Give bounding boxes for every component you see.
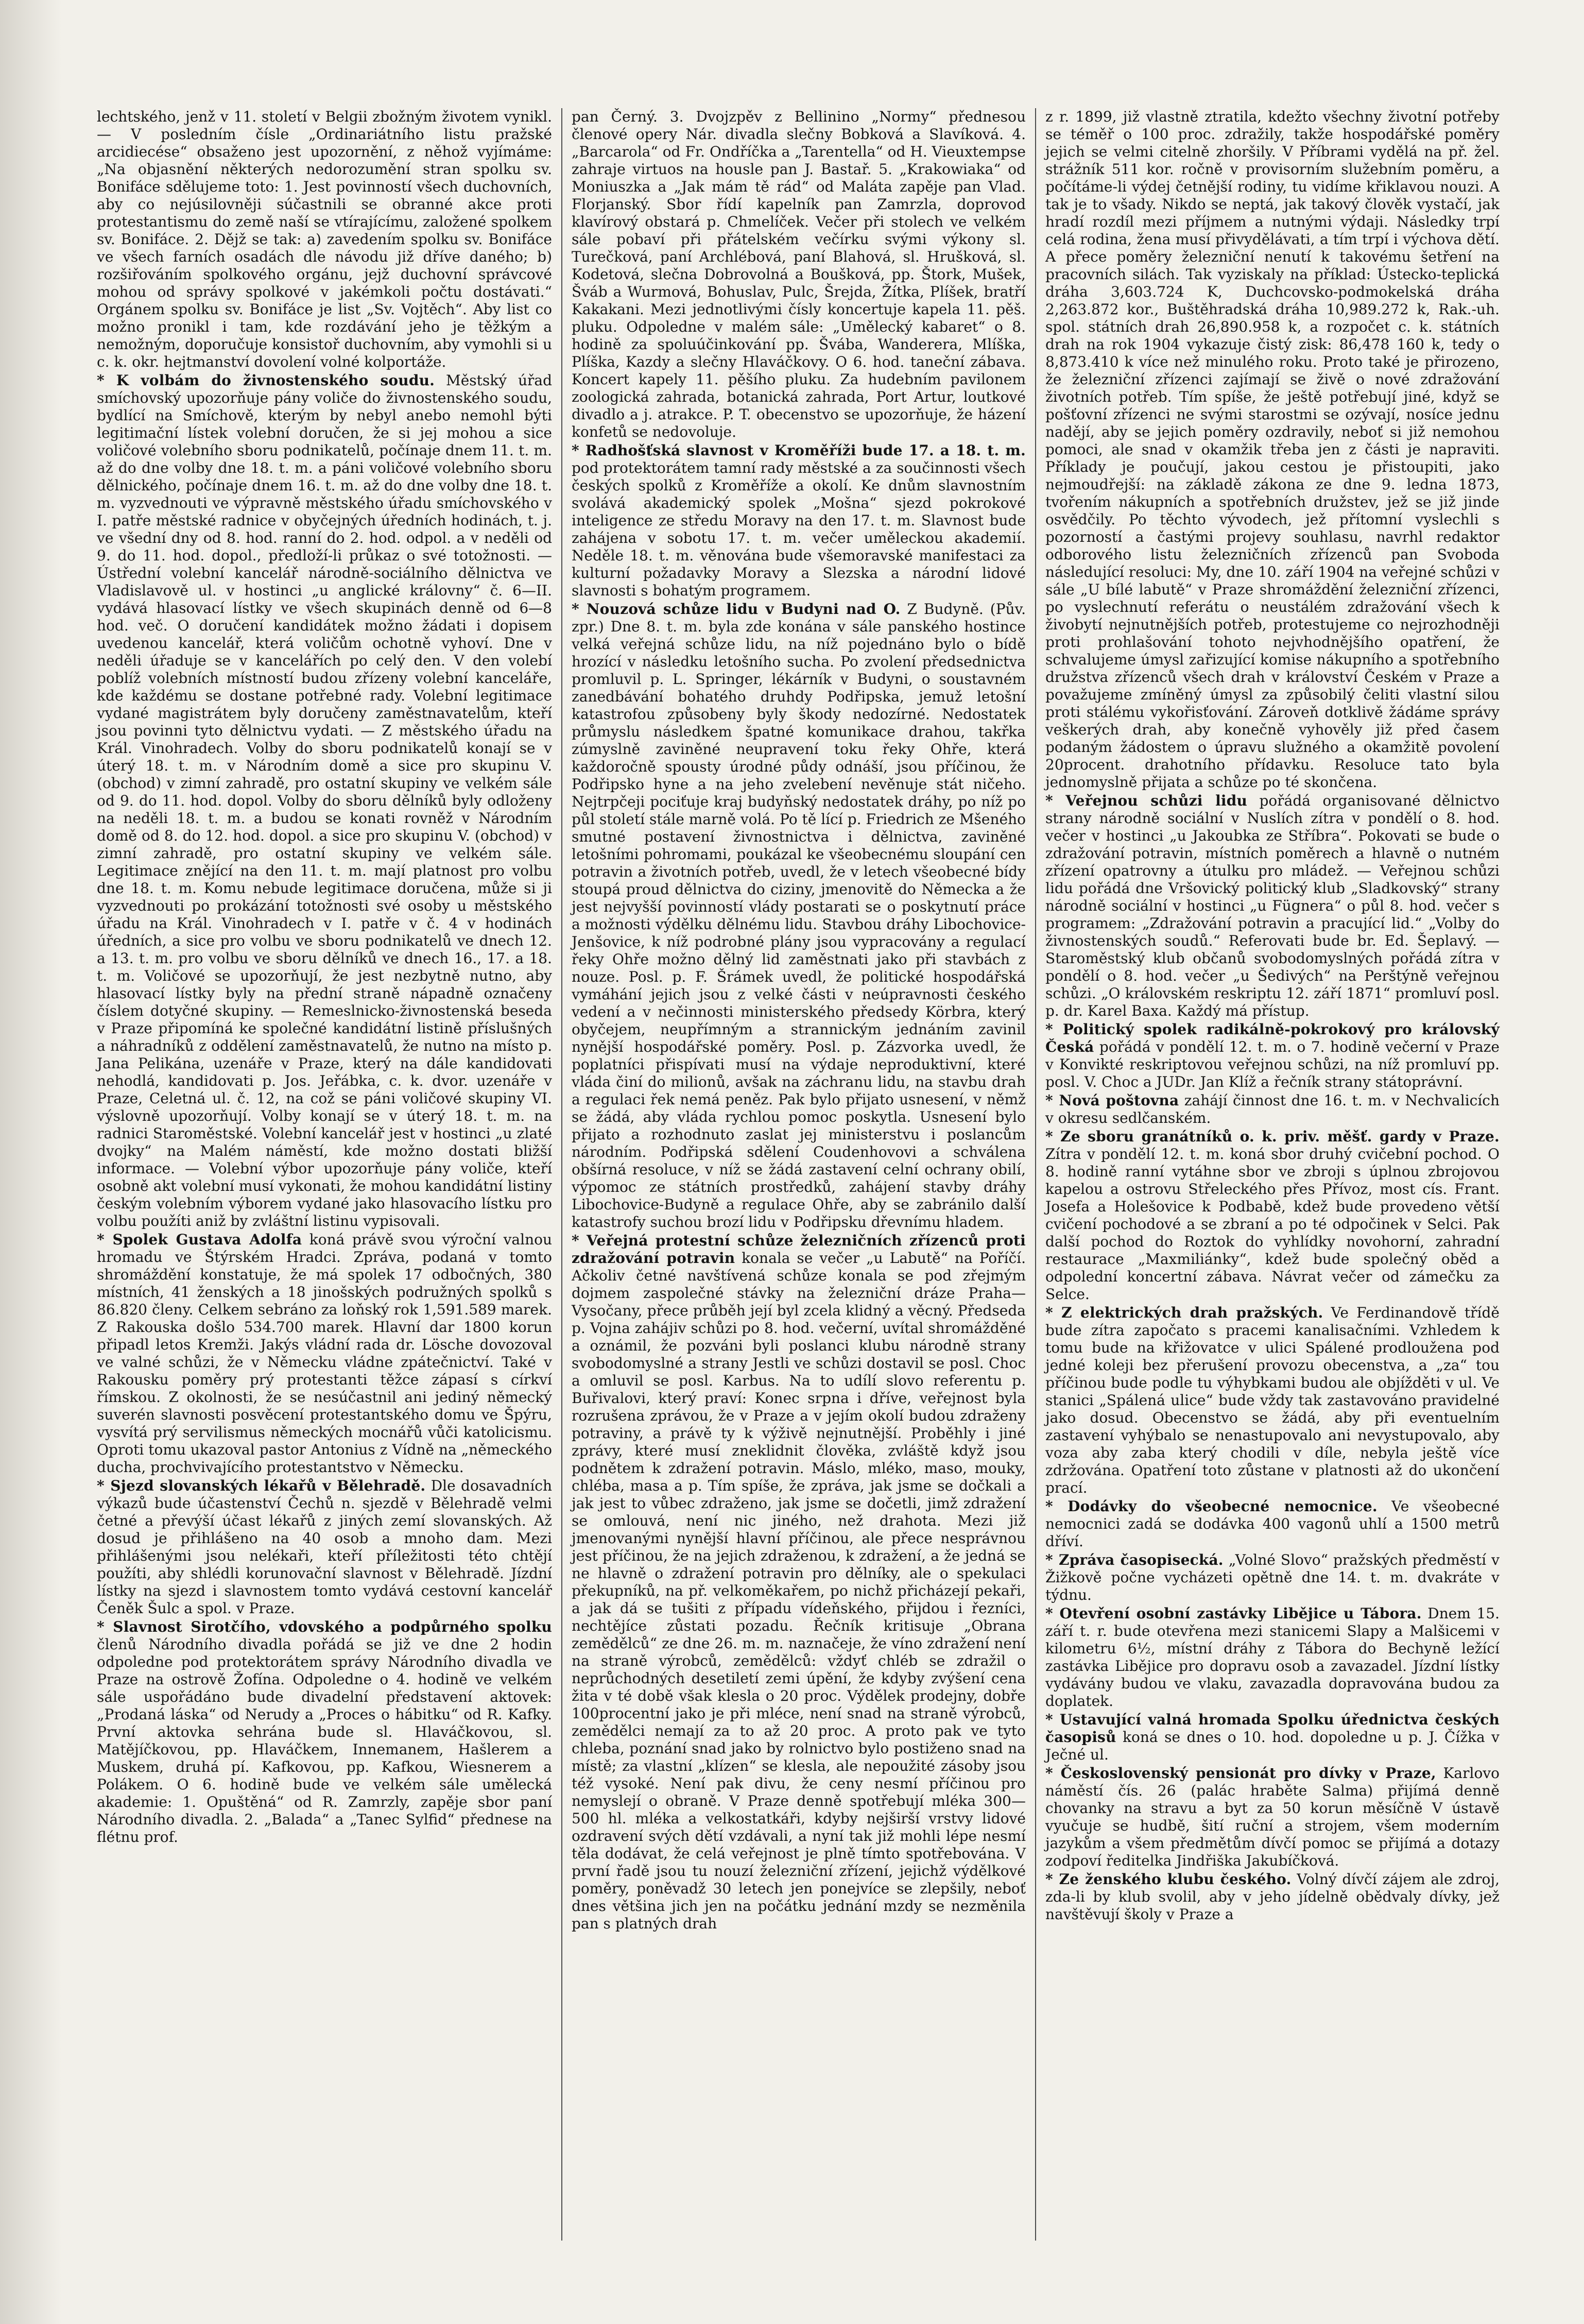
page-edge-shadow [0, 0, 62, 2324]
article-text: Ve Ferdinandově třídě bude zítra započato s pracemi kanalisačními. Vzhledem k tomu bude na křižovatce v ulici Spálené prodloužena pod jedné koleji bez přerušení provozu obecenstva, a „za“ tou příčinou bude podle tu výhybkami budou ale objížděti v ul. Ve stanici „Spálená ulice“ bude vždy tak zastavováno pravidelné jako dosud. Obecenstvo se žádá, aby při eventuelním zastavení vyhýbalo se nenastupovalo ani nevystupovalo, aby voza aby zaba který chodili v díle, nebyla ještě více zdržována. Opatření toto zůstane v platnosti až do ukončení prací. [1045, 1304, 1500, 1496]
article-headline: * Nová poštovna [1045, 1092, 1179, 1109]
article-headline: * Veřejná protestní schůze železničních zřízenců proti zdražování potravin [572, 1232, 1026, 1267]
article-text: pořádá organisované dělnictvo strany národně sociální v Nuslích zítra v pondělí o 8. hod. večer v hostinci „u Jakoubka ze Stříbra“. Pokovati se bude o zdražování potravin, místních poměrech a hlavně o nutném zřízení opatrovny a útulku pro mládež. — Veřejnou schůzi lidu pořádá dne Vršovický politický klub „Sladkovský“ strany národně sociální v hostinci „u Fügnera“ o půl 8. hod. večer s programem: „Zdražování potravin a pracující lid.“ „Volby do živnostenských soudů.“ Referovati bude br. Ed. Šeplavý. — Staroměstský klub občanů svobodomyslných pořádá zítra v pondělí o 8. hod. večer „u Šedivých“ na Perštýně veřejnou schůzi. „O královském reskriptu 12. září 1871“ promluví posl. p. dr. Karel Baxa. Každý má přístup. [1045, 792, 1500, 1019]
article-text: Karlovo náměstí čís. 26 (palác hraběte Salma) přijímá denně chovanky na stravu a byt za 50 korun měsíčně V ústavě vyučuje se hudbě, šití ruční a strojem, všem moderním jazykům a všem předmětům dívčí pomoc se přijímá a dotazy zodpoví ředitelka Jindřiška Jakubíčková. [1045, 1765, 1500, 1869]
article-text: Městský úřad smíchovský upozorňuje pány voliče do živnostenského soudu, bydlící na Smíchově, kterým by nebyl anebo nemohl býti legitimační lístek volební doručen, že si jej mohou a sice voličové volebního sboru podnikatelů, počínaje dnem 11. t. m. až do dne volby dne 18. t. m. a páni voličové volebního sboru dělnického, počínaje dnem 16. t. m. až do dne volby dne 18. t. m. vyzvednouti ve výpravně městského úřadu smíchovského v I. patře městské radnice v obyčejných úředních hodinách, t. j. ve všední dny od 8. hod. ranní do 2. hod. odpol. a v neděli od 9. do 11. hod. dopol., předloží-li průkaz o své totožnosti. — Ústřední volební kancelář národně-sociálního dělnictva ve Vladislavově ul. v hostinci „u anglické královny“ č. 6—II. vydává hlasovací lístky ve všech skupinách denně od 6—8 hod. več. O doručení kandidátek možno žádati i dopisem uvedenou kancelář, která voličům ochotně vyhoví. Dne v neděli úřaduje se v kancelářích po celý den. V den volebí poblíž volebních místností budou zřízeny volební kanceláře, kde každému se dostane potřebné rady. Volební legitimace vydané magistrátem byly doručeny zaměstnavatelům, kteří jsou povinni tyto dělnictvu vydati. — Z městského úřadu na Král. Vinohradech. Volby do sboru podnikatelů konají se v úterý 18. t. m. v Národním domě a sice pro skupinu V. (obchod) v zimní zahradě, pro ostatní skupiny ve velkém sále od 9. do 11. hod. dopol. Volby do sboru dělníků byly odloženy na neděli 18. t. m. a budou se konati rovněž v Národním domě od 8. do 12. hod. dopol. a sice pro skupinu V. (obchod) v zimní zahradě, pro ostatní skupiny ve velkém sále. Legitimace znějící na den 11. t. m. mají platnost pro volbu dne 18. t. m. Komu nebude legitimace doručena, může si ji vyzvednouti po prokázání totožnosti své osoby u městského úřadu na Král. Vinohradech v I. patře v č. 4 v hodinách úředních, a sice pro volbu ve sboru podnikatelů ve dnech 12. a 13. t. m. pro volbu ve sboru dělníků ve dnech 16., 17. a 18. t. m. Voličové se upozorňují, že jest nezbytně nutno, aby hlasovací lístky byly na přední straně nápadně označeny číslem dotyčné skupiny. — Remeslnicko-živnostenská beseda v Praze připomíná ke společné kandidátní listině příslušných a náhradníků z oddělení zaměstnavatelů, že nutno na místo p. Jana Pelikána, uzenáře v Praze, který na dále kandidovati nehodlá, kandidovati p. Jos. Jeřábka, c. k. dvor. uzenáře v Praze, Celetná ul. č. 12, na což se páni voličové skupiny VI. výslovně upozorňují. Volby konají se v úterý 18. t. m. na radnici Staroměstské. Volební kancelář jest v hostinci „u zlaté dvojky“ na Malém náměstí, kde možno dostati bližší informace. — Volební výbor upozorňuje pány voliče, kteří osobně akt volební musí vykonati, že mohou kandidátní listiny českým volebním výborem vydané jako hlasovacího lístku pro volbu použíti aniž by zvláštní listinu vypisovali. [97, 372, 553, 1229]
article-paragraph [1045, 108, 1500, 791]
article-text: koná právě svou výroční valnou hromadu ve Štýrském Hradci. Zpráva, podaná v tomto shromáždění konstatuje, že má spolek 17 odbočných, 380 místních, 41 ženských a 18 jinošských podružných spolků s 86.820 členy. Celkem sebráno za loňský rok 1,591.589 marek. Z Rakouska došlo 534.700 marek. Hlavní dar 1800 korun připadl letos Kremži. Jakýs vládní rada dr. Lösche dovozoval ve valné schůzi, že v Německu vládne zpátečnictví. Také v Rakousku poměry prý protestanti těžce zápasí s církví římskou. Z okolnosti, že se nesúčastnil ani jediný německý suverén slavnosti posvěcení protestantského domu ve Špýru, vysvítá prý servilismus německých mocnářů vůči katolicismu. Oproti tomu ukazoval pastor Antonius z Vídně na „německého ducha, prochvivajícího protestantstvo v Německu. [97, 1231, 553, 1476]
article-text: z r. 1899, již vlastně ztratila, kdežto všechny životní potřeby se téměř o 100 proc. zdražily, takže hospodářské poměry jejich se velmi citelně zhoršily. V Příbrami vydělá na př. žel. strážník 511 kor. ročně v provisorním služebním poměru, a počítáme-li výdej četnější rodiny, tu vidíme křiklavou nouzi. A tak je to všady. Nikdo se neptá, jak takový člověk vystačí, jak hradí rozdíl mezi příjmem a nutnými výdaji. Následky trpí celá rodina, žena musí přivydělávati, a tím trpí i výchova dětí. A přece poměry železniční nenutí k takovému šetření na pracovních silách. Tak vyziskaly na příklad: Ústecko-teplická dráha 3,603.724 K, Duchcovsko-podmokelská dráha 2,263.872 kor., Buštěhradská dráha 10,989.272 k, Rak.-uh. spol. státních drah 26,890.958 k, a rozpočet c. k. státních drah na rok 1904 vykazuje čistý zisk: 86,478 160 k, tedy o 8,873.410 k více než minulého roku. Proto také je přirozeno, že železniční zřízenci zajímají se živě o nové zdražování životních potřeb. Tím spíše, že ještě potřebují jiné, když se pošťovní zřízenci ne svými starostmi se ozývají, nosíce jednu nadějí, aby se jejich poměry ozdravily, neboť si již nemohou pomoci, ale snad v okamžik třeba jen z části je napraviti. Příklady je poučují, jakou cestou je přistoupiti, jako nejmoudřejší: na základě zákona ze dne 9. ledna 1873, tvořením nákupních a spotřebních družstev, jež se již jinde osvědčily. Po těchto vývodech, jež přítomní vyslechli s pozorností a častými projevy souhlasu, navrhl redaktor odborového listu železničních zřízenců pan Svoboda následující resoluci: My, dne 10. září 1904 na veřejné schůzi v sále „U bílé labutě“ v Praze shromáždění železniční zřízenci, po vyslechnutí referátu o neustálém zdražování všech k živobytí nejnutnějších potřeb, protestujeme co nejrozhodněji proti prohlašování tohoto nejvhodnějšího opatření, že schvalujeme úmysl zařizující komise nákupního a spotřebního družstva zřízenců všech drah v království Českém v Praze a považujeme zmíněný úmysl za způsobilý čeliti vlastní silou proti stálému vykořisťování. Zároveň dotklivě žádáme správy veškerých drah, aby konečně vyhověly již před časem podaným žádostem o úpravu služného a okamžitě povolení 20procent. drahotního přídavku. Resoluce tato byla jednomyslně přijata a schůze po té skončena. [1045, 108, 1500, 791]
column-2 [561, 108, 1035, 2241]
article-headline: * Sjezd slovanských lékařů v Bělehradě. [97, 1477, 426, 1494]
article-paragraph [1045, 1498, 1500, 1550]
article-headline: * Veřejnou schůzi lidu [1045, 792, 1248, 809]
article-paragraph [572, 442, 1026, 600]
article-headline: * Zpráva časopisecká. [1045, 1551, 1224, 1568]
article-text: Zítra v pondělí 12. t. m. koná sbor druhý cvičební pochod. O 8. hodině ranní vytáhne sbor ve zbroji s úplnou zbrojovou kapelou a ostrovu Střeleckého přes Přívoz, most cís. Frant. Josefa a Holešovice k Podbabě, kdež bude provedeno větší cvičení pochodové a se zbraní a po té odpočinek v Selci. Pak další pochod do Roztok do vyhlídky novohorní, zahradní restaurace „Maxmiliánky“, kdež bude společný oběd a odpolední koncertní zábava. Návrat večer od zámečku za Selce. [1045, 1146, 1500, 1303]
article-text: pan Černý. 3. Dvojzpěv z Bellinino „Normy“ přednesou členové opery Nár. divadla slečny Bobková a Slavíková. 4. „Barcarola“ od Fr. Ondříčka a „Tarentella“ od H. Vieuxtempse zahraje virtuos na housle pan J. Bastař. 5. „Krakowiaka“ od Moniuszka a „Jak mám tě rád“ od Maláta zapěje pan Vlad. Florjanský. Sbor řídí kapelník pan Zamrzla, doprovod klavírový obstará p. Chmelíček. Večer při stolech ve velkém sále pobaví při přátelském večírku svými výkony sl. Turečková, paní Archlébová, paní Blahová, sl. Hrušková, sl. Kodetová, slečna Dobrovolná a Boušková, pp. Štork, Mušek, Šváb a Wurmová, Bohuslav, Pulc, Šrejda, Žítka, Plíšek, bratří Kakakani. Mezi jednotlivými čísly koncertuje kapela 11. pěš. pluku. Odpoledne v malém sále: „Umělecký kabaret“ o 8. hodině za spoluúčinkování pp. Švába, Wanderera, Mlíška, Plíška, Kazdy a slečny Hlaváčkovy. O 6. hod. taneční zábava. Koncert kapely 11. pěšího pluku. Za hudebním pavilonem zoologická zahrada, botanická zahrada, Port Artur, loutkové divadlo a j. atrakce. P. T. obecenstvo se upozorňuje, že házení konfetů se nedovoluje. [572, 108, 1026, 440]
article-headline: * Z elektrických drah pražských. [1045, 1304, 1323, 1321]
article-headline: * Dodávky do všeobecné nemocnice. [1045, 1498, 1378, 1515]
article-headline: * Slavnost Sirotčího, vdovského a podpůrného spolku [97, 1618, 552, 1635]
newspaper-page [88, 108, 1509, 2241]
article-text: členů Národního divadla pořádá se již ve dne 2 hodin odpoledne pod protektorátem správy Národního divadla ve Praze na ostrově Žofína. Odpoledne o 4. hodině ve velkém sále uspořádáno bude divadelní představení aktovek: „Prodaná láska“ od Nerudy a „Proces o hábitku“ od R. Kafky. První aktovka sehrána bude sl. Hlaváčkovou, sl. Matějíčkovou, pp. Hlaváčkem, Innemanem, Hašlerem a Muskem, druhá pí. Kafkovou, pp. Kafkou, Wiesnerem a Polákem. O 6. hodině bude ve velkém sále umělecká akademie: 1. Opuštěná“ od R. Zamrzly, zapěje sbor paní Národního divadla. 2. „Balada“ a „Tanec Sylfid“ přednese na flétnu prof. [97, 1636, 552, 1845]
column-1 [88, 108, 561, 2241]
article-headline: * Otevření osobní zastávky Libějice u Tábora. [1045, 1605, 1422, 1622]
article-text: Dnem 15. září t. r. bude otevřena mezi stanicemi Slapy a Malšicemi v kilometru 6½, místní dráhy z Tábora do Bechyně ležící zastávka Libějice pro dopravu osob a zavazadel. Jízdní lístky vydávány budou ve vlaku, zavazadla dopravována budou za doplatek. [1045, 1605, 1500, 1710]
article-paragraph [1045, 1304, 1500, 1497]
article-paragraph [1045, 1711, 1500, 1764]
article-paragraph [572, 108, 1026, 441]
article-headline: * Nouzová schůze lidu v Budyni nad O. [572, 601, 901, 618]
article-paragraph [97, 1618, 552, 1846]
article-paragraph [1045, 792, 1500, 1020]
article-paragraph [1045, 1605, 1500, 1710]
article-text: „Volné Slovo“ pražských předměstí v Žižkově počne vycházeti opětně dne 14. t. m. dvakráte v týdnu. [1045, 1551, 1500, 1603]
article-headline: * Ze sboru granátníků o. k. priv. měšť. gardy v Praze. [1045, 1128, 1500, 1145]
article-paragraph [1045, 1765, 1500, 1870]
article-paragraph [1045, 1128, 1500, 1303]
article-text: zahájí činnost dne 16. t. m. v Nechvalicích v okresu sedlčanském. [1045, 1092, 1500, 1126]
article-text: pořádá v pondělí 12. t. m. o 7. hodině večerní v Praze v Konvikté reskriptovou veřejnou schůzi, na níž promluví pp. posl. V. Choc a JUDr. Jan Klíž a řečník strany státoprávní. [1045, 1038, 1500, 1090]
article-headline: * Spolek Gustava Adolfa [97, 1231, 302, 1248]
article-text: Z Budyně. (Pův. zpr.) Dne 8. t. m. byla zde konána v sále panského hostince velká veřejná schůze lidu, na níž pojednáno bylo o bídě hrozící v následku letošního sucha. Po zvolení předsednictva promluvil p. L. Springer, lékárník v Budyni, o soustavném zanedbávání bohatého druhdy Podřipska, jemuž letošní katastrofou způsobeny byly škody nedozírné. Nedostatek průmyslu následkem špatné komunikace drahou, takřka zúmyslně zaviněné neupravení toku řeky Ohře, která každoročně spousty úrodné půdy odnáší, jsou příčinou, že Podřipsko hyne a na jeho zvelebení nevěnuje stát ničeho. Nejtrpčeji pociťuje kraj budyňský nedostatek dráhy, po níž po půl století stále marně volá. Po tě lící p. Friedrich ze Mšeného smutné postavení živnostnictva i dělnictva, zaviněné letošními pohromami, poukázal ke všeobecnému sloupání cen potravin a životních potřeb, uvedl, že v letech všeobecné bídy stoupá proud dělnictva do ciziny, jmenovitě do Německa a že jest nejvyšší povinností vlády postarati se o poskytnutí práce a možnosti výdělku dělnému lidu. Stavbou dráhy Libochovice-Jenšovice, k níž podrobné plány jsou vypracovány a regulací řeky Ohře možno dělný lid zaměstnati jako při stavbách z nouze. Posl. p. F. Šrámek uvedl, že politické hospodářská vymáhání jejich jsou z velké části v neúpravnosti českého vedení a v nečinnosti ministerského předsedy Körbra, který obyčejem, neupřímným a strannickým jednáním zavinil nynější hospodářské poměry. Posl. p. Zázvorka uvedl, že poplatníci přispívati musí na výdaje neproduktivní, které vláda činí do milionů, avšak na záchranu lidu, na stavbu drah a regulaci řek nemá peněz. Pak bylo přijato usnesení, v němž se žádá, aby vláda rychlou pomoc poskytla. Usnesení bylo přijato a rozhodnuto zaslat jej ministerstvu i poslancům národním. Podřipská sdělení Coudenhovovi a schválena obšírná resoluce, v níž se žádá zastavení celní ochrany obilí, výpomoc ze státních prostředků, zahájení stavby dráhy Libochovice-Budyně a regulace Ohře, aby se zabránilo další katastrofy suchou brozí lidu v Podřipsku dřevnímu hladem. [572, 601, 1026, 1231]
article-paragraph [572, 1232, 1026, 1933]
article-headline: * Ze ženského klubu českého. [1045, 1871, 1292, 1888]
article-text: Volný dívčí zájem ale zdroj, zda-li by klub svolil, aby v jeho jídelně obědvaly dívky, jež navštěvují školy v Praze a [1045, 1871, 1500, 1923]
article-text: konala se večer „u Labutě“ na Poříčí. Ačkoliv četné navštívená schůze konala se pod zřejmým dojmem zaspolečné stávky na železniční dráze Praha—Vysočany, přece průběh její byl zcela klidný a věcný. Předseda p. Vojna zahájiv schůzi po 8. hod. večerní, uvítal shromážděné a oznámil, že pozváni byli poslanci klubu národně strany svobodomyslné a strany Jestli ve schůzi dostavil se posl. Choc a omluvil se posl. Karbus. Na to udílí slovo referentu p. Buřivalovi, který praví: Konec srpna i dříve, veřejnost byla rozrušena zprávou, že v Praze a v jejím okolí budou zdraženy potraviny, a právě ty k výživě nejnutnější. Proběhly i jiné zprávy, které musí zneklidnit člověka, zvláště když jsou podnětem k zdražení potravin. Máslo, mléko, maso, mouky, chléba, masa a p. Tím spíše, že zpráva, jak jsme se dočkali a jak jest to vůbec zdraženo, jak jsme se dočetli, jimž zdražení se omlouvá, není nic jiného, než drahota. Mezi již jmenovanými nynější hlavní příčinou, ale přece nesprávnou jest příčinou, že na jejich zdraženou, k zdražení, a že jedná se ne hlavně o zdražení potravin pro dělníky, ale o spekulaci překupníků, na př. velkoměkařem, po nichž přicházejí pekaři, a jak dá se tušiti z případu vídeňského, přijdou i řezníci, nechtějíce zůstati pozadu. Řečník kritisuje „Obrana zemědělců“ ze dne 26. m. m. naznačeje, že víno zdražení není na straně výrobců, zemědělců: vždyť chléb se zdražil o neprůchodných desetiletí zemi úpění, že kdyby zvýšení cena žita v té době však klesla o 20 proc. Výdělek prodejny, dobře 100procentní jako je při mléce, není snad na straně výrobců, zemědělci nemají za to až 20 proc. A proto pak ve tyto chleba, poznání snad jako by rolnictvo bylo postiženo snad na místě; za vlastní „klízen“ se klesla, ale nepoužité zásoby jsou též vysoké. Není pak divu, že ceny nesmí příčinou pro nemyslejí o obraně. V Praze denně spotřebují mléka 300—500 hl. mléka a velkostatkáři, kdyby nejširší vrstvy lidové ozdravení svých dětí vzdávali, a nyní tak již mohli lépe nesmí těla dodávat, že celá veřejnost je plně tímto spotřebována. V první řadě jsou tu nouzí železniční zřízení, jejichž výdělkové poměry, poněvadž 30 letech jen ponejvíce se zlepšily, neboť dnes většina jich jen na počátku jednání mzdy se nezměnila pan s platných drah [572, 1250, 1026, 1932]
article-text: Ve všeobecné nemocnici zadá se dodávka 400 vagonů uhlí a 1500 metrů dříví. [1045, 1498, 1500, 1550]
article-headline: * Ustavující valná hromada Spolku úřednictva českých časopisů [1045, 1711, 1500, 1746]
article-text: Dle dosavadních výkazů bude účastenství Čechů n. sjezdě v Bělehradě velmi četné a převýší účast lékařů z jiných zemí slovanských. Až dosud je přihlášeno na 40 osob a mnoho dam. Mezi přihlášenými jsou nelékaři, kteří příležitosti této chtějí použíti, aby shlédli korunovační slavnost v Bělehradě. Jízdní lístky na sjezd i slavnostem tomto vydává cestovní kancelář Čeněk Šulc a spol. v Praze. [97, 1477, 553, 1617]
article-paragraph [1045, 1021, 1500, 1091]
article-paragraph [97, 1231, 552, 1476]
article-paragraph [1045, 1551, 1500, 1604]
article-headline: * K volbám do živnostenského soudu. [97, 372, 435, 389]
article-headline: * Politický spolek radikálně-pokrokový pro královský Česká [1045, 1021, 1500, 1055]
article-headline: * Československý pensionát pro dívky v Praze, [1045, 1765, 1436, 1782]
article-paragraph [97, 1477, 552, 1617]
article-text: pod protektorátem tamní rady městské a za součinnosti všech českých spolků z Kroměříže a okolí. Ke dnům slavnostním svolává akademický spolek „Mošna“ sjezd pokrokové inteligence ze středu Moravy na den 17. t. m. Slavnost bude zahájena v sobotu 17. t. m. večer uměleckou akademií. Neděle 18. t. m. věnována bude všemoravské manifestaci za kulturní požadavky Moravy a Slezska a národní lidové slavnosti s bohatým programem. [572, 459, 1026, 599]
article-paragraph [97, 108, 552, 371]
article-paragraph [97, 372, 552, 1230]
article-headline: * Radhošťská slavnost v Kroměříži bude 17. a 18. t. m. [572, 442, 1026, 459]
article-paragraph [1045, 1092, 1500, 1127]
column-3 [1035, 108, 1509, 2241]
article-text: lechtského, jenž v 11. století v Belgii zbožným životem vynikl. — V posledním čísle „Ordinariátního listu pražské arcidiecése“ obsaženo jest upozornění, z něhož vyjímáme: „Na objasnění některých nedorozumění stran spolku sv. Bonifáce sdělujeme toto: 1. Jest povinností všech duchovních, aby co nejúsilovněji súčastnili se obranné akce proti protestantismu do země naší se vtírajícímu, založené spolkem sv. Bonifáce. 2. Dějž se tak: a) zavedením spolku sv. Bonifáce ve všech farních osadách dle návodu již dříve daného; b) rozšiřováním spolkového orgánu, jejž duchovní správcové mohou od správy spolkové v jakémkoli počtu dostávati.“ Orgánem spolku sv. Bonifáce je list „Sv. Vojtěch“. Aby list co možno pronikl i tam, kde rozdávání jeho je těžkým a nemožným, doporučuje konsistoř duchovním, aby vymohli si u c. k. okr. hejtmanství dovolení volné kolportáže. [97, 108, 552, 370]
article-paragraph [572, 601, 1026, 1231]
article-paragraph [1045, 1871, 1500, 1923]
article-text: koná se dnes o 10. hod. dopoledne u p. J. Čížka v Ječné ul. [1045, 1729, 1500, 1763]
